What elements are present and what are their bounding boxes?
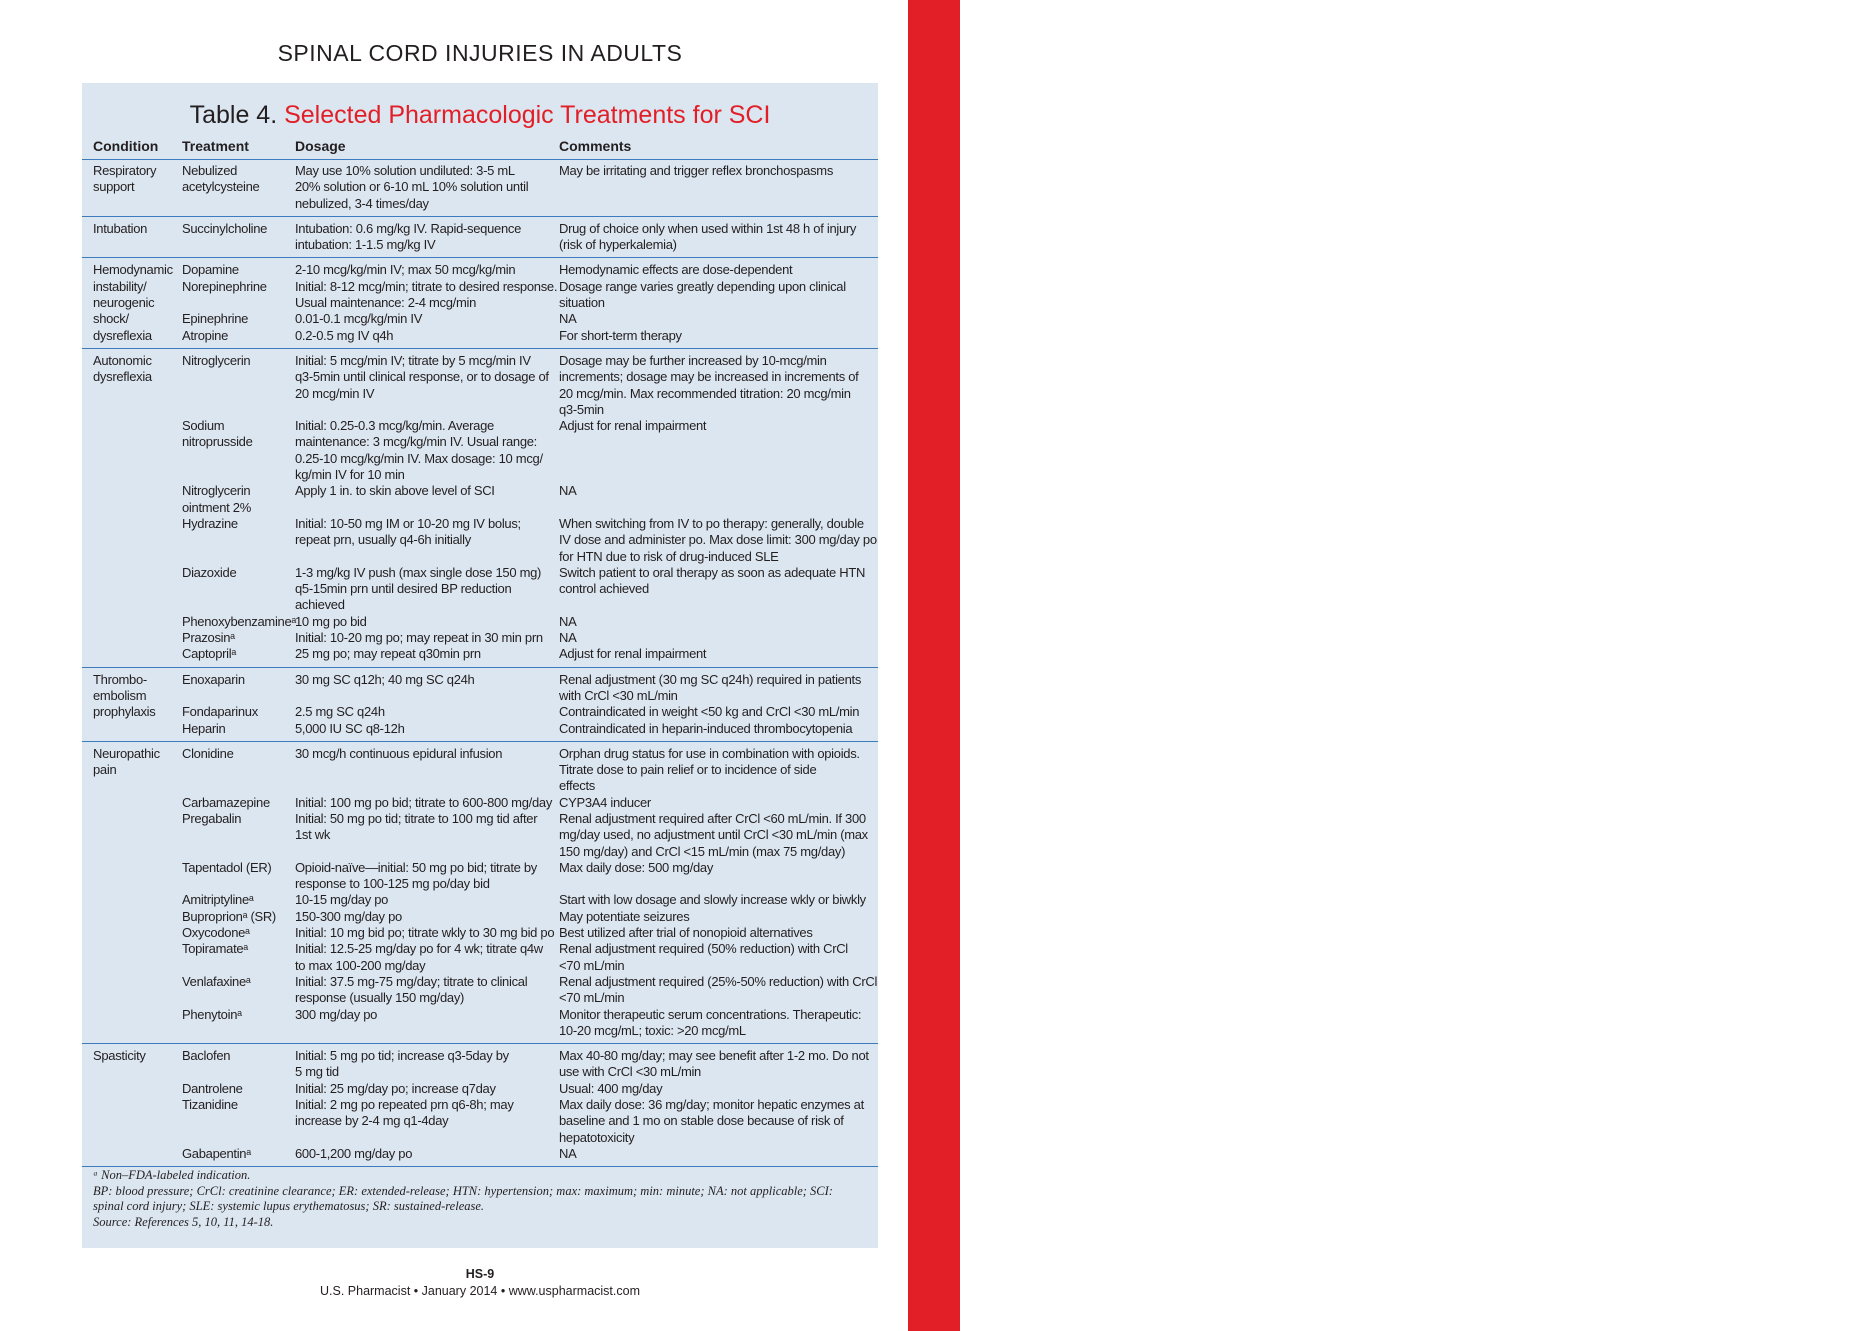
page-number: HS-9 xyxy=(465,1267,495,1281)
cell-treatment: Phenoxybenzamineᵃ xyxy=(182,613,296,629)
cell-treatment: ointment 2% xyxy=(182,499,251,515)
table-row xyxy=(82,778,878,794)
cell-comments: situation xyxy=(559,295,605,311)
table-row xyxy=(82,827,878,843)
col-header-treatment: Treatment xyxy=(182,138,249,154)
cell-comments: Renal adjustment (30 mg SC q24h) required in patients xyxy=(559,671,862,687)
cell-treatment: Amitriptylineᵃ xyxy=(182,892,254,908)
cell-dosage: Initial: 0.25-0.3 mcg/kg/min. Average xyxy=(295,418,494,434)
cell-comments: Dosage may be further increased by 10-mcg/min xyxy=(559,352,827,368)
table-row xyxy=(82,614,878,630)
cell-dosage: Initial: 5 mcg/min IV; titrate by 5 mcg/min IV xyxy=(295,352,531,368)
cell-comments: Hemodynamic effects are dose-dependent xyxy=(559,262,793,278)
cell-comments: with CrCl <30 mL/min xyxy=(559,687,678,703)
cell-treatment: Nitroglycerin xyxy=(182,483,251,499)
cell-treatment: Fondaparinux xyxy=(182,704,258,720)
cell-comments: Drug of choice only when used within 1st 48 h of injury xyxy=(559,220,857,236)
table-row xyxy=(82,1023,878,1039)
table-row xyxy=(82,237,878,253)
cell-dosage: Intubation: 0.6 mg/kg IV. Rapid-sequence xyxy=(295,220,522,236)
table-row xyxy=(82,262,878,278)
table-row xyxy=(82,762,878,778)
cell-comments: Max daily dose: 36 mg/day; monitor hepatic enzymes at xyxy=(559,1097,864,1113)
table-row xyxy=(82,179,878,195)
page-heading: SPINAL CORD INJURIES IN ADULTS xyxy=(277,40,683,66)
table-row xyxy=(82,353,878,369)
table-row xyxy=(82,1081,878,1097)
cell-dosage: q3-5min until clinical response, or to dosage of xyxy=(295,369,549,385)
table-row xyxy=(82,451,878,467)
cell-dosage: Initial: 8-12 mcg/min; titrate to desired response. xyxy=(295,278,558,294)
cell-treatment: Hydrazine xyxy=(182,515,238,531)
cell-comments: control achieved xyxy=(559,581,649,597)
cell-treatment: Carbamazepine xyxy=(182,794,270,810)
cell-comments: Renal adjustment required (25%-50% reduction) with CrCl xyxy=(559,973,878,989)
cell-treatment: Heparin xyxy=(182,720,226,736)
table-row xyxy=(82,434,878,450)
cell-comments: NA xyxy=(559,311,577,327)
cell-comments: (risk of hyperkalemia) xyxy=(559,237,677,253)
cell-treatment: Venlafaxineᵃ xyxy=(182,973,251,989)
cell-dosage: 150-300 mg/day po xyxy=(295,908,402,924)
cell-dosage: 10 mg po bid xyxy=(295,613,367,629)
table-row xyxy=(82,279,878,295)
publication-line: U.S. Pharmacist • January 2014 • www.uspharmacist.com xyxy=(320,1284,640,1298)
table-row xyxy=(82,549,878,565)
col-header-condition: Condition xyxy=(93,138,159,154)
cell-dosage: 1-3 mg/kg IV push (max single dose 150 mg) xyxy=(295,564,542,580)
cell-treatment: Norepinephrine xyxy=(182,278,267,294)
cell-dosage: response to 100-125 mg po/day bid xyxy=(295,876,490,892)
table-row xyxy=(82,500,878,516)
cell-comments: Contraindicated in weight <50 kg and CrCl <30 mL/min xyxy=(559,704,860,720)
table-row xyxy=(82,221,878,237)
cell-dosage: repeat prn, usually q4-6h initially xyxy=(295,532,471,548)
cell-dosage: Initial: 37.5 mg-75 mg/day; titrate to clinical xyxy=(295,973,528,989)
cell-dosage: kg/min IV for 10 min xyxy=(295,467,405,483)
cell-comments: effects xyxy=(559,778,595,794)
table-row xyxy=(82,844,878,860)
table-panel xyxy=(82,83,878,1248)
cell-dosage: 1st wk xyxy=(295,827,331,843)
table-row xyxy=(82,467,878,483)
table-row xyxy=(82,909,878,925)
table-title-number: Table 4. xyxy=(189,101,278,129)
cell-treatment: Pregabalin xyxy=(182,810,242,826)
table-row xyxy=(82,311,878,327)
table-row xyxy=(82,646,878,662)
table-row xyxy=(82,958,878,974)
cell-treatment: nitroprusside xyxy=(182,434,253,450)
cell-dosage: nebulized, 3-4 times/day xyxy=(295,195,429,211)
table-row xyxy=(82,418,878,434)
table-row xyxy=(82,974,878,990)
table-row-group xyxy=(82,159,878,217)
cell-dosage: Initial: 10-50 mg IM or 10-20 mg IV bolus; xyxy=(295,515,521,531)
cell-treatment: Atropine xyxy=(182,327,229,343)
table-row xyxy=(82,672,878,688)
cell-comments: <70 mL/min xyxy=(559,990,625,1006)
cell-dosage: 2.5 mg SC q24h xyxy=(295,704,385,720)
cell-condition: Respiratory xyxy=(93,163,157,178)
table-footnotes xyxy=(93,1168,868,1230)
table-row-group xyxy=(82,349,878,668)
cell-treatment: Oxycodoneᵃ xyxy=(182,925,250,941)
table-row xyxy=(82,163,878,179)
cell-comments: May be irritating and trigger reflex bronchospasms xyxy=(559,163,834,178)
cell-comments: NA xyxy=(559,483,577,499)
footnote-line: spinal cord injury; SLE: systemic lupus erythematosus; SR: sustained-release. xyxy=(93,1199,485,1213)
cell-dosage: 5,000 IU SC q8-12h xyxy=(295,720,405,736)
cell-dosage: achieved xyxy=(295,597,345,613)
cell-dosage: Opioid-naïve—initial: 50 mg po bid; titrate by xyxy=(295,859,537,875)
cell-dosage: Apply 1 in. to skin above level of SCI xyxy=(295,483,495,499)
table-body xyxy=(82,159,878,1167)
cell-treatment: Diazoxide xyxy=(182,564,237,580)
cell-condition: instability/ xyxy=(93,278,147,294)
cell-condition: dysreflexia xyxy=(93,327,152,343)
cell-treatment: Dopamine xyxy=(182,262,239,278)
cell-condition: neurogenic xyxy=(93,295,155,311)
table-row xyxy=(82,1146,878,1162)
table-row xyxy=(82,1007,878,1023)
cell-treatment: Succinylcholine xyxy=(182,220,268,236)
table-row-group xyxy=(82,258,878,348)
table-row xyxy=(82,630,878,646)
table-title-text: Selected Pharmacologic Treatments for SCI xyxy=(284,101,771,129)
table-row xyxy=(82,1064,878,1080)
cell-comments: Orphan drug status for use in combination with opioids. xyxy=(559,745,860,761)
cell-comments: Usual: 400 mg/day xyxy=(559,1080,663,1096)
cell-condition: prophylaxis xyxy=(93,704,156,720)
table-row xyxy=(82,1130,878,1146)
cell-comments: Adjust for renal impairment xyxy=(559,418,707,434)
table-row xyxy=(82,402,878,418)
table-row xyxy=(82,990,878,1006)
cell-comments: 10-20 mcg/mL; toxic: >20 mcg/mL xyxy=(559,1022,746,1038)
cell-comments: For short-term therapy xyxy=(559,327,682,343)
table-row xyxy=(82,860,878,876)
table-row xyxy=(82,581,878,597)
cell-comments: Switch patient to oral therapy as soon as adequate HTN xyxy=(559,564,866,580)
cell-comments: Best utilized after trial of nonopioid alternatives xyxy=(559,925,813,941)
cell-dosage: 0.01-0.1 mcg/kg/min IV xyxy=(295,311,423,327)
cell-comments: baseline and 1 mo on stable dose because of risk of xyxy=(559,1113,844,1129)
cell-comments: Max 40-80 mg/day; may see benefit after 1-2 mo. Do not xyxy=(559,1048,869,1064)
table-row xyxy=(82,516,878,532)
table-row xyxy=(82,688,878,704)
cell-dosage: to max 100-200 mg/day xyxy=(295,957,426,973)
cell-dosage: Initial: 100 mg po bid; titrate to 600-800 mg/day xyxy=(295,794,553,810)
table-row-group xyxy=(82,742,878,1044)
cell-dosage: increase by 2-4 mg q1-4day xyxy=(295,1113,449,1129)
cell-comments: 150 mg/day) and CrCl <15 mL/min (max 75 mg/day) xyxy=(559,843,846,859)
cell-treatment: Topiramateᵃ xyxy=(182,941,248,957)
cell-treatment: Clonidine xyxy=(182,745,234,761)
table-row xyxy=(82,876,878,892)
cell-treatment: Dantrolene xyxy=(182,1080,243,1096)
cell-dosage: Initial: 12.5-25 mg/day po for 4 wk; titrate q4w xyxy=(295,941,543,957)
table-row xyxy=(82,941,878,957)
cell-condition: embolism xyxy=(93,687,147,703)
cell-treatment: Baclofen xyxy=(182,1048,231,1064)
cell-dosage: response (usually 150 mg/day) xyxy=(295,990,465,1006)
cell-dosage: 0.25-10 mcg/kg/min IV. Max dosage: 10 mcg/ xyxy=(295,450,543,466)
cell-treatment: Prazosinᵃ xyxy=(182,630,235,646)
cell-comments: q3-5min xyxy=(559,401,604,417)
cell-condition: shock/ xyxy=(93,311,129,327)
cell-dosage: 2-10 mcg/kg/min IV; max 50 mcg/kg/min xyxy=(295,262,516,278)
edition-label: HEALTH SYSTEMS EDITION xyxy=(1837,80,1854,349)
cell-comments: NA xyxy=(559,1145,577,1161)
cell-comments: NA xyxy=(559,613,577,629)
cell-comments: use with CrCl <30 mL/min xyxy=(559,1064,701,1080)
cell-dosage: Initial: 50 mg po tid; titrate to 100 mg tid after xyxy=(295,810,538,826)
cell-comments: 20 mcg/min. Max recommended titration: 20 mcg/min xyxy=(559,385,851,401)
cell-comments: Contraindicated in heparin-induced thrombocytopenia xyxy=(559,720,853,736)
cell-condition: Thrombo- xyxy=(93,671,147,687)
cell-dosage: intubation: 1-1.5 mg/kg IV xyxy=(295,237,436,253)
cell-dosage: 0.2-0.5 mg IV q4h xyxy=(295,327,394,343)
cell-dosage: 300 mg/day po xyxy=(295,1006,378,1022)
table-row xyxy=(82,811,878,827)
cell-comments: Adjust for renal impairment xyxy=(559,646,707,662)
cell-comments: Titrate dose to pain relief or to incidence of side xyxy=(559,762,817,778)
cell-treatment: Tizanidine xyxy=(182,1097,238,1113)
table-title xyxy=(82,101,878,130)
cell-treatment: Phenytoinᵃ xyxy=(182,1006,242,1022)
cell-dosage: q5-15min prn until desired BP reduction xyxy=(295,581,512,597)
col-header-dosage: Dosage xyxy=(295,138,346,154)
table-row xyxy=(82,925,878,941)
cell-dosage: 5 mg tid xyxy=(295,1064,339,1080)
cell-treatment: Nebulized xyxy=(182,163,238,178)
footnote-line: Source: References 5, 10, 11, 14-18. xyxy=(93,1214,274,1229)
table-row xyxy=(82,565,878,581)
cell-condition: pain xyxy=(93,762,117,778)
cell-condition: support xyxy=(93,179,135,195)
table-row-group xyxy=(82,217,878,259)
cell-dosage: 25 mg po; may repeat q30min prn xyxy=(295,646,481,662)
cell-dosage: Initial: 10-20 mg po; may repeat in 30 min prn xyxy=(295,630,543,646)
cell-dosage: Usual maintenance: 2-4 mcg/min xyxy=(295,295,477,311)
footnote-line: ᵃ Non–FDA-labeled indication. xyxy=(93,1168,251,1182)
cell-comments: hepatotoxicity xyxy=(559,1129,635,1145)
cell-dosage: 600-1,200 mg/day po xyxy=(295,1145,413,1161)
cell-dosage: 10-15 mg/day po xyxy=(295,892,389,908)
cell-comments: When switching from IV to po therapy: generally, double xyxy=(559,515,864,531)
cell-treatment: Epinephrine xyxy=(182,311,249,327)
cell-treatment: Nitroglycerin xyxy=(182,352,251,368)
cell-dosage: Initial: 2 mg po repeated prn q6-8h; may xyxy=(295,1097,514,1113)
cell-condition: Neuropathic xyxy=(93,745,160,761)
table-row xyxy=(82,746,878,762)
cell-comments: IV dose and administer po. Max dose limit: 300 mg/day po xyxy=(559,532,877,548)
cell-treatment: Captoprilᵃ xyxy=(182,646,236,662)
table-row xyxy=(82,328,878,344)
cell-dosage: May use 10% solution undiluted: 3-5 mL xyxy=(295,163,515,178)
cell-comments: May potentiate seizures xyxy=(559,908,690,924)
table-row-group xyxy=(82,1044,878,1167)
table-row xyxy=(82,597,878,613)
cell-treatment: Buproprionᵃ (SR) xyxy=(182,908,276,924)
table-row xyxy=(82,1097,878,1113)
cell-comments: NA xyxy=(559,630,577,646)
table-row xyxy=(82,386,878,402)
cell-comments: Dosage range varies greatly depending upon clinical xyxy=(559,278,846,294)
cell-dosage: 30 mg SC q12h; 40 mg SC q24h xyxy=(295,671,475,687)
cell-comments: <70 mL/min xyxy=(559,957,625,973)
table-row xyxy=(82,369,878,385)
table-row xyxy=(82,196,878,212)
table-row xyxy=(82,795,878,811)
cell-dosage: Initial: 5 mg po tid; increase q3-5day by xyxy=(295,1048,509,1064)
cell-condition: Autonomic xyxy=(93,352,152,368)
cell-comments: Renal adjustment required (50% reduction) with CrCl xyxy=(559,941,848,957)
table-row xyxy=(82,704,878,720)
cell-condition: Intubation xyxy=(93,220,148,236)
cell-dosage: 20 mcg/min IV xyxy=(295,385,375,401)
cell-dosage: Initial: 25 mg/day po; increase q7day xyxy=(295,1080,496,1096)
cell-comments: for HTN due to risk of drug-induced SLE xyxy=(559,548,779,564)
page-footer xyxy=(82,1266,878,1300)
cell-dosage: Initial: 10 mg bid po; titrate wkly to 30 mg bid po xyxy=(295,925,555,941)
cell-dosage: 30 mcg/h continuous epidural infusion xyxy=(295,745,503,761)
table-row xyxy=(82,892,878,908)
cell-comments: Max daily dose: 500 mg/day xyxy=(559,859,714,875)
cell-dosage: maintenance: 3 mcg/kg/min IV. Usual range: xyxy=(295,434,537,450)
table-row xyxy=(82,295,878,311)
table-header-row xyxy=(82,133,878,160)
cell-treatment: Sodium xyxy=(182,418,225,434)
cell-dosage: 20% solution or 6-10 mL 10% solution until xyxy=(295,179,529,195)
cell-treatment: Enoxaparin xyxy=(182,671,245,687)
cell-treatment: Gabapentinᵃ xyxy=(182,1145,251,1161)
table-row xyxy=(82,1048,878,1064)
cell-comments: Monitor therapeutic serum concentrations. Therapeutic: xyxy=(559,1006,862,1022)
cell-treatment: acetylcysteine xyxy=(182,179,260,195)
table-row xyxy=(82,1113,878,1129)
cell-comments: increments; dosage may be increased in increments of xyxy=(559,369,859,385)
cell-condition: Spasticity xyxy=(93,1048,146,1064)
cell-comments: Start with low dosage and slowly increase wkly or biwkly xyxy=(559,892,866,908)
col-header-comments: Comments xyxy=(559,138,632,154)
cell-comments: mg/day used, no adjustment until CrCl <30 mL/min (max xyxy=(559,827,868,843)
side-tab xyxy=(908,0,1854,1331)
table-row-group xyxy=(82,668,878,742)
cell-comments: CYP3A4 inducer xyxy=(559,794,651,810)
table-row xyxy=(82,532,878,548)
cell-condition: Hemodynamic xyxy=(93,262,173,278)
cell-comments: Renal adjustment required after CrCl <60 mL/min. If 300 xyxy=(559,810,866,826)
cell-treatment: Tapentadol (ER) xyxy=(182,859,272,875)
footnote-line: BP: blood pressure; CrCl: creatinine clearance; ER: extended-release; HTN: hypertension; max: maximum; min: minute; NA: not applicable; SCI: xyxy=(93,1183,833,1198)
table-row xyxy=(82,721,878,737)
cell-condition: dysreflexia xyxy=(93,369,152,385)
table-row xyxy=(82,483,878,499)
